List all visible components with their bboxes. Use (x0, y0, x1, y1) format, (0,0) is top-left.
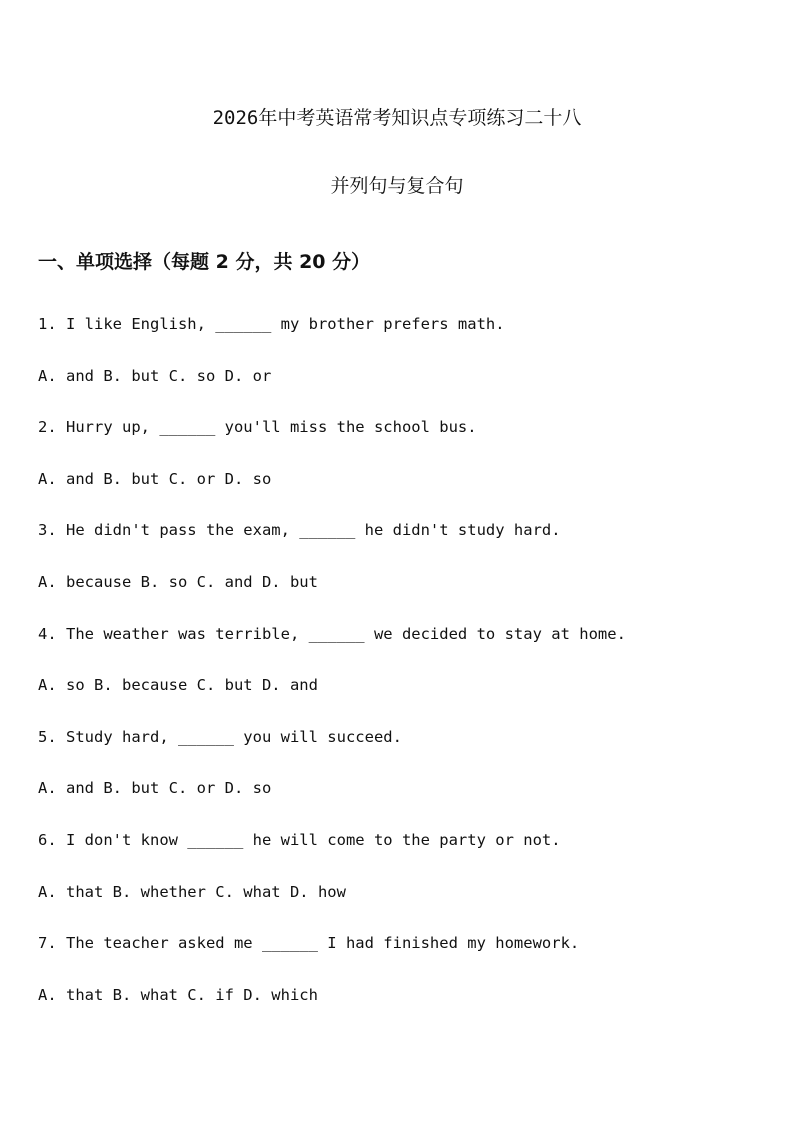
question-stem: 4. The weather was terrible, ______ we decided to stay at home. (38, 624, 626, 643)
question-options: A. and B. but C. or D. so (38, 779, 272, 798)
section-heading: 一、单项选择（每题 2 分，共 20 分） (38, 251, 371, 273)
question-options: A. that B. whether C. what D. how (38, 882, 346, 901)
question-options: A. so B. because C. but D. and (38, 676, 318, 695)
page-subtitle: 并列句与复合句 (330, 175, 464, 197)
question-options: A. because B. so C. and D. but (38, 572, 318, 591)
question-stem: 2. Hurry up, ______ you'll miss the school bus. (38, 418, 477, 437)
question-stem: 3. He didn't pass the exam, ______ he didn't study hard. (38, 521, 561, 540)
page-title: 2026年中考英语常考知识点专项练习二十八 (212, 107, 582, 129)
question-stem: 7. The teacher asked me ______ I had finished my homework. (38, 934, 580, 953)
question-stem: 6. I don't know ______ he will come to the party or not. (38, 830, 561, 849)
question-options: A. and B. but C. or D. so (38, 469, 272, 488)
question-stem: 5. Study hard, ______ you will succeed. (38, 727, 402, 746)
question-options: A. that B. what C. if D. which (38, 985, 318, 1004)
question-list (38, 311, 758, 1033)
question-options: A. and B. but C. so D. or (38, 366, 272, 385)
question-stem: 1. I like English, ______ my brother prefers math. (38, 315, 505, 333)
